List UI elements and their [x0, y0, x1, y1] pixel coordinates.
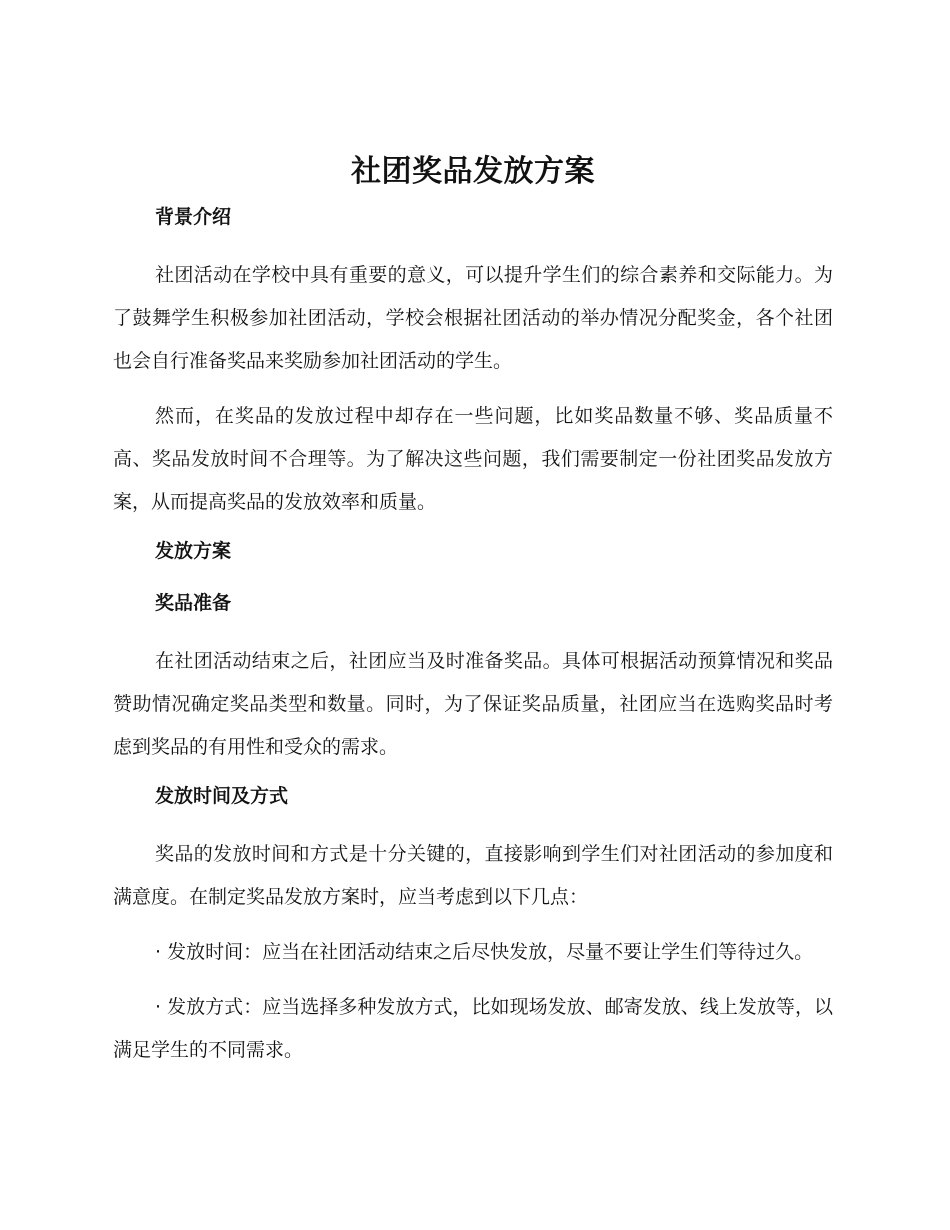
paragraph-background-1: 社团活动在学校中具有重要的意义，可以提升学生们的综合素养和交际能力。为了鼓舞学生积极参加社团活动，学校会根据社团活动的举办情况分配奖金，各个社团也会自行准备奖品来奖励参加社团活动的学生。: [113, 264, 833, 372]
paragraph-timing-method: 奖品的发放时间和方式是十分关键的，直接影响到学生们对社团活动的参加度和满意度。在制定奖品发放方案时，应当考虑到以下几点：: [113, 843, 833, 908]
section-heading-prize-prep: 奖品准备: [155, 592, 232, 614]
section-heading-plan: 发放方案: [155, 540, 232, 562]
section-heading-background: 背景介绍: [155, 206, 232, 228]
section-heading-timing-method: 发放时间及方式: [155, 785, 289, 807]
bullet-release-method: · 发放方式：应当选择多种发放方式，比如现场发放、邮寄发放、线上发放等，以满足学生的不同需求。: [113, 996, 833, 1061]
document-title: 社团奖品发放方案: [351, 154, 595, 189]
document-page: [113, 150, 833, 1084]
bullet-release-time: · 发放时间：应当在社团活动结束之后尽快发放，尽量不要让学生们等待过久。: [155, 941, 814, 963]
paragraph-prize-prep: 在社团活动结束之后，社团应当及时准备奖品。具体可根据活动预算情况和奖品赞助情况确定奖品类型和数量。同时，为了保证奖品质量，社团应当在选购奖品时考虑到奖品的有用性和受众的需求。: [113, 650, 833, 758]
paragraph-background-2: 然而，在奖品的发放过程中却存在一些问题，比如奖品数量不够、奖品质量不高、奖品发放时间不合理等。为了解决这些问题，我们需要制定一份社团奖品发放方案，从而提高奖品的发放效率和质量。: [113, 405, 833, 513]
